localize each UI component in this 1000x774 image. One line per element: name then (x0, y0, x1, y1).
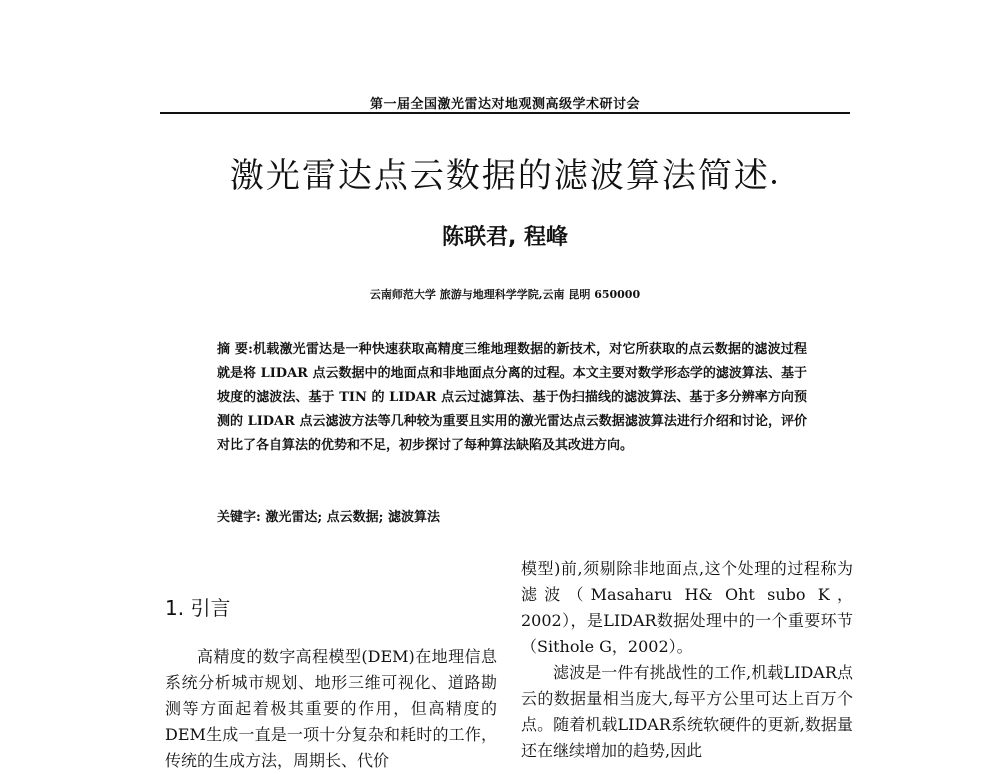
paper-title-text: 激光雷达点云数据的滤波算法简述 (229, 156, 770, 196)
abstract-text: 机载激光雷达是一种快速获取高精度三维地理数据的新技术，对它所获取的点云数据的滤波过程就是将 LIDAR 点云数据中的地面点和非地面点分离的过程。本文主要对数学形态学的滤波算法、基于坡度的滤波法、基于 TIN 的 LIDAR 点云过滤算法、基于伪扫描线的滤波算法、基于多分辨率方向预测的 LIDAR 点云滤波方法等几种较为重要且实用的激光雷达点云数据滤波算法进行介绍和讨论，评价对比了各自算法的优势和不足，初步探讨了每种算法缺陷及其改进方向。 (217, 342, 807, 453)
header-rule (160, 112, 850, 114)
abstract (217, 338, 807, 458)
keywords (217, 506, 807, 525)
intro-paragraph-2: 滤波是一件有挑战性的工作,机载LIDAR点云的数据量相当庞大,每平方公里可达上百万个点。随着机载LIDAR系统软硬件的更新,数据量还在继续增加的趋势,因此 (521, 663, 853, 760)
keywords-label: 关键字: (217, 510, 261, 525)
title-footnote-mark: • (769, 175, 781, 191)
body-right-column (521, 556, 853, 764)
abstract-label: 摘 要: (217, 342, 253, 357)
section-heading-introduction: 1. 引言 (165, 596, 231, 620)
keywords-text: 激光雷达; 点云数据; 滤波算法 (265, 510, 440, 525)
paper-title (160, 148, 850, 197)
conference-header: 第一届全国激光雷达对地观测高级学术研讨会 (369, 97, 640, 112)
intro-paragraph-continued: 模型)前,须剔除非地面点,这个处理的过程称为滤波（Masaharu H& Oht subo K，2002），是LIDAR数据处理中的一个重要环节（Sithole G，2002）。 (521, 559, 853, 656)
body-left-column (165, 644, 497, 774)
author-affiliation: 云南师范大学 旅游与地理科学学院,云南 昆明 650000 (369, 288, 641, 301)
paper-authors: 陈联君, 程峰 (441, 225, 569, 250)
intro-paragraph-1: 高精度的数字高程模型(DEM)在地理信息系统分析城市规划、地形三维可视化、道路勘测等方面起着极其重要的作用，但高精度的DEM生成一直是一项十分复杂和耗时的工作，传统的生成方法，周期长、代价 (165, 647, 497, 770)
